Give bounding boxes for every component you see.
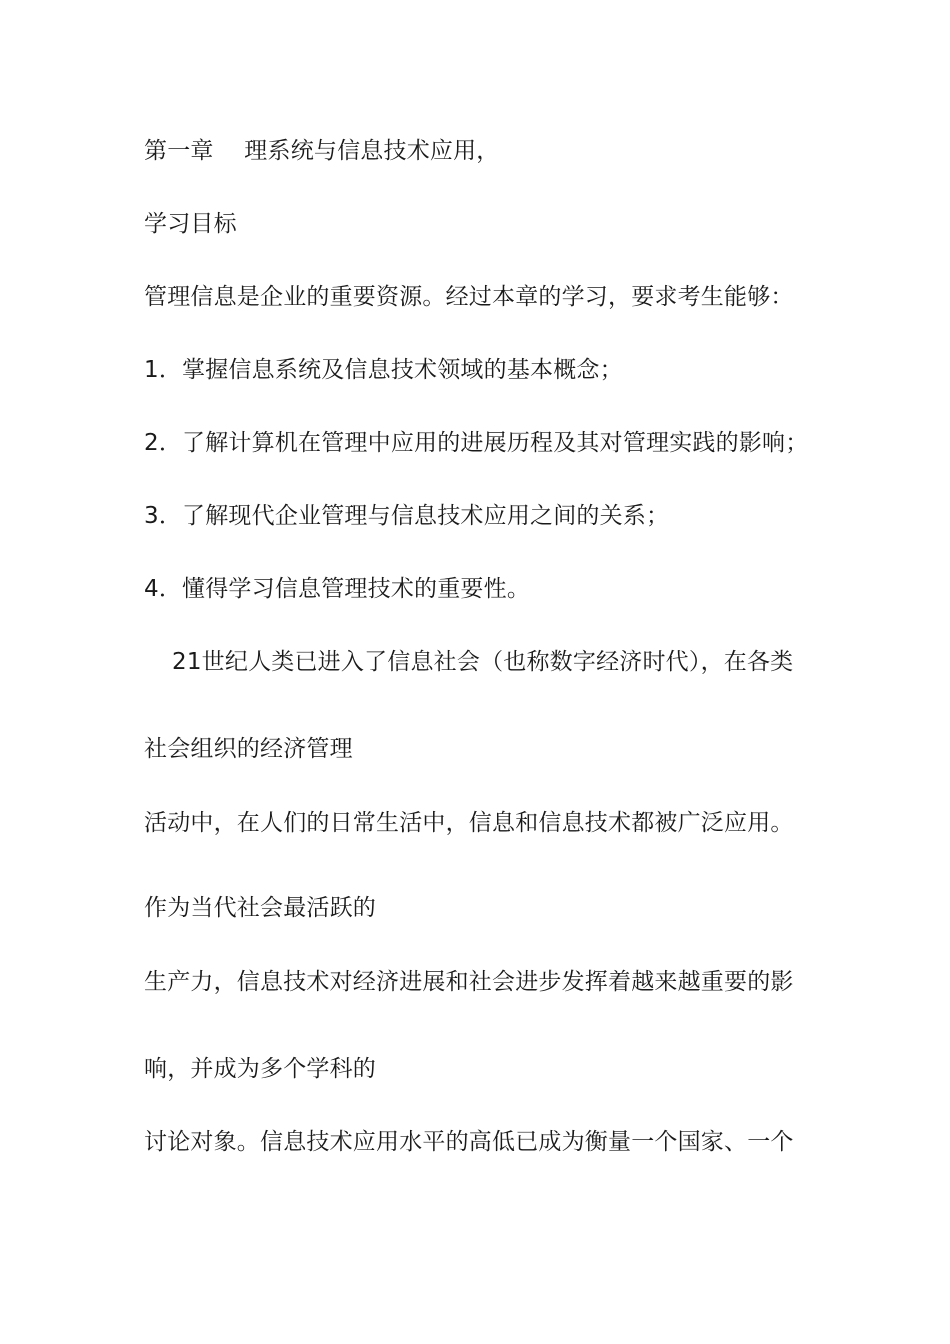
- body-text-line: 作为当代社会最活跃的: [144, 895, 376, 921]
- section-heading-learning-goals: 学习目标: [144, 211, 237, 237]
- body-text-line: 21世纪人类已进入了信息社会（也称数字经济时代），在各类: [172, 649, 794, 675]
- chapter-title: 第一章 理系统与信息技术应用，: [144, 138, 500, 164]
- body-text-line: 生产力，信息技术对经济进展和社会进步发挥着越来越重要的影: [144, 969, 794, 995]
- body-text-line: 社会组织的经济管理: [144, 736, 353, 762]
- body-text-line: 响，并成为多个学科的: [144, 1056, 376, 1082]
- intro-paragraph: 管理信息是企业的重要资源。经过本章的学习，要求考生能够：: [144, 284, 794, 310]
- goal-item-2: 2．了解计算机在管理中应用的进展历程及其对管理实践的影响；: [144, 430, 809, 456]
- goal-item-1: 1．掌握信息系统及信息技术领域的基本概念；: [144, 357, 623, 383]
- body-text-line: 讨论对象。信息技术应用水平的高低已成为衡量一个国家、一个: [144, 1129, 794, 1155]
- goal-item-3: 3．了解现代企业管理与信息技术应用之间的关系；: [144, 503, 670, 529]
- goal-item-4: 4．懂得学习信息管理技术的重要性。: [144, 576, 531, 602]
- body-text-line: 活动中，在人们的日常生活中，信息和信息技术都被广泛应用。: [144, 810, 794, 836]
